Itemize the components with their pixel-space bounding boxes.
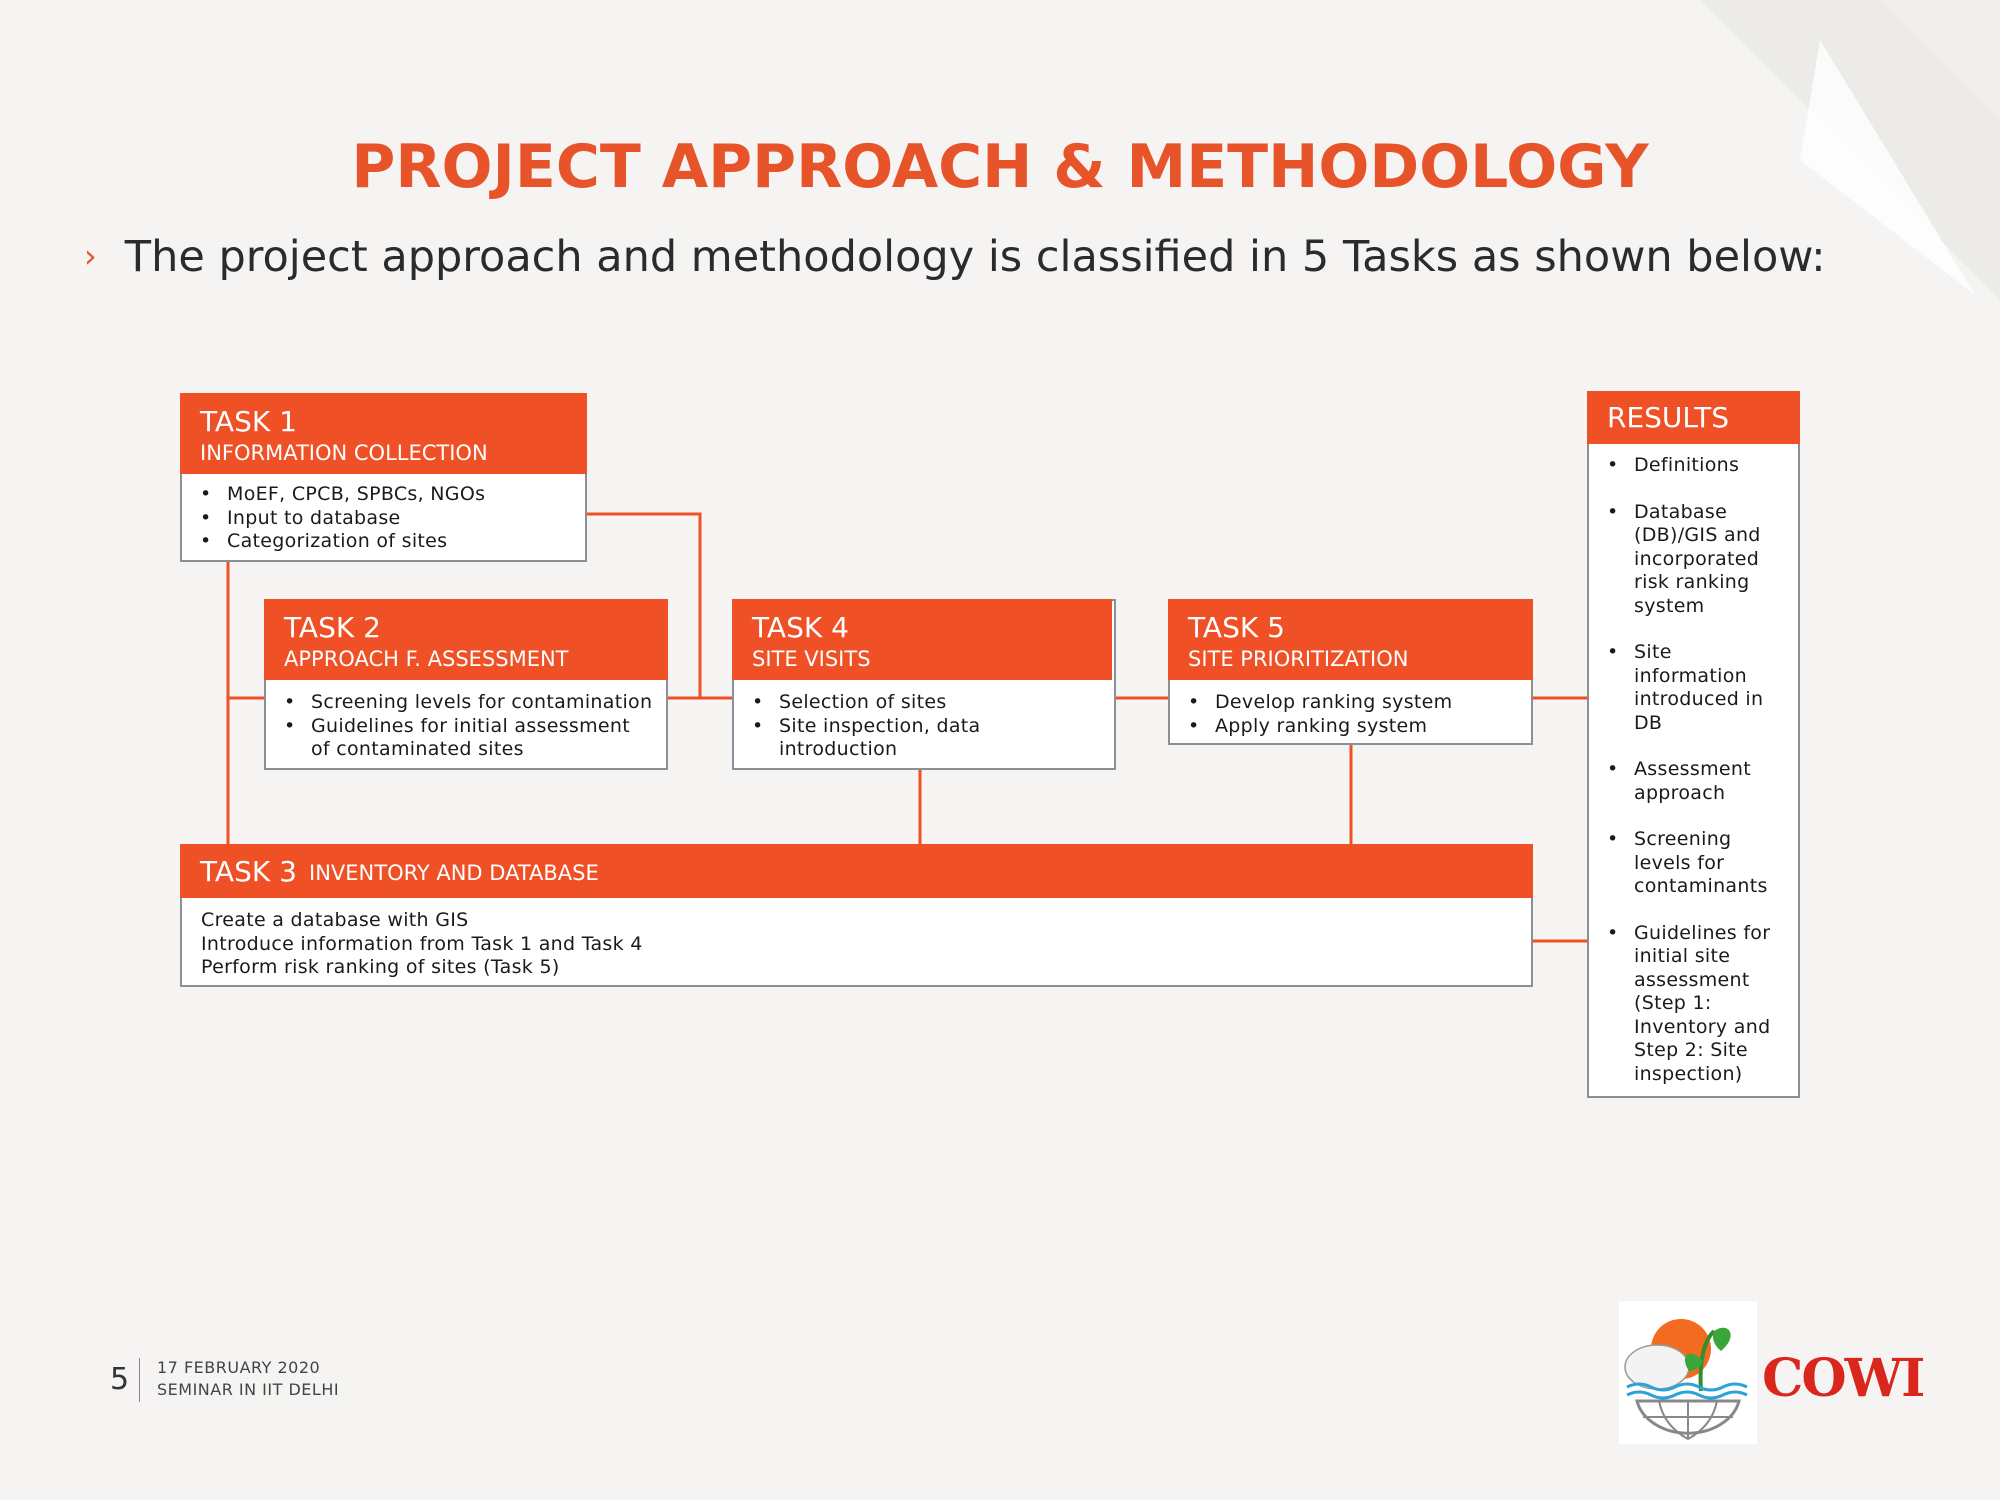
task1-box (180, 393, 587, 562)
task2-header (264, 599, 668, 680)
list-item: • Input to database (200, 507, 485, 531)
footer-date: 17 FEBRUARY 2020 (157, 1358, 321, 1377)
task2-box (264, 599, 668, 770)
list-item: • Guidelines for initial site assessment (Step 1: Inventory and Step 2: Site inspection) (1607, 922, 1782, 1087)
results-header (1587, 391, 1800, 444)
task3-line: Introduce information from Task 1 and Task 4 (201, 932, 643, 955)
list-item: • Site information introduced in DB (1607, 641, 1782, 735)
list-item: • Site inspection, data introduction (752, 715, 1022, 762)
intro-label: The project approach and methodology is classified in 5 Tasks as shown below: (124, 232, 1826, 282)
list-item: • Categorization of sites (200, 530, 485, 554)
footer-divider (139, 1358, 140, 1402)
task3-lines (201, 909, 643, 980)
task4-list (752, 691, 1022, 762)
task3-line: Create a database with GIS (201, 909, 469, 931)
list-item: • Database (DB)/GIS and incorporated risk ranking system (1607, 501, 1782, 619)
globe-sun-plant-icon (1619, 1301, 1757, 1444)
task5-header (1168, 599, 1533, 680)
task4-subtitle: SITE VISITS (752, 647, 871, 671)
task1-title: TASK 1 (200, 405, 297, 438)
page-number: 5 (110, 1362, 130, 1397)
task1-list (200, 483, 485, 554)
slide-title: PROJECT APPROACH & METHODOLOGY (351, 132, 1649, 202)
list-item: • Assessment approach (1607, 758, 1782, 805)
task5-title: TASK 5 (1188, 611, 1285, 644)
chevron-right-icon: › (84, 237, 97, 275)
task4-box (732, 599, 1116, 770)
list-item: • Screening levels for contamination (284, 691, 654, 715)
task3-header (180, 844, 1533, 898)
task2-list (284, 691, 654, 762)
results-box (1587, 391, 1800, 1098)
list-item: • Apply ranking system (1188, 715, 1452, 739)
task2-subtitle: APPROACH F. ASSESSMENT (284, 647, 569, 671)
task2-title: TASK 2 (284, 611, 381, 644)
task5-box (1168, 599, 1533, 745)
task3-subtitle: INVENTORY AND DATABASE (309, 861, 599, 885)
partner-logo (1619, 1301, 1757, 1444)
task3-title: TASK 3 (200, 855, 297, 888)
results-title: RESULTS (1607, 401, 1730, 434)
list-item: • Selection of sites (752, 691, 1022, 715)
list-item: • Guidelines for initial assessment of contaminated sites (284, 715, 654, 762)
list-item: • MoEF, CPCB, SPBCs, NGOs (200, 483, 485, 507)
list-item: • Screening levels for contaminants (1607, 828, 1782, 899)
task1-subtitle: INFORMATION COLLECTION (200, 441, 488, 465)
list-item: • Develop ranking system (1188, 691, 1452, 715)
task3-line: Perform risk ranking of sites (Task 5) (201, 956, 560, 978)
footer-info (157, 1357, 339, 1401)
task3-box (180, 844, 1533, 987)
cowi-logo: COWI (1762, 1348, 1924, 1409)
task5-subtitle: SITE PRIORITIZATION (1188, 647, 1409, 671)
task4-header (732, 599, 1112, 680)
task4-title: TASK 4 (752, 611, 849, 644)
list-item: • Definitions (1607, 454, 1782, 478)
footer-event: SEMINAR IN IIT DELHI (157, 1380, 340, 1399)
task5-list (1188, 691, 1452, 738)
results-list (1607, 454, 1782, 1086)
task1-header (180, 393, 587, 474)
